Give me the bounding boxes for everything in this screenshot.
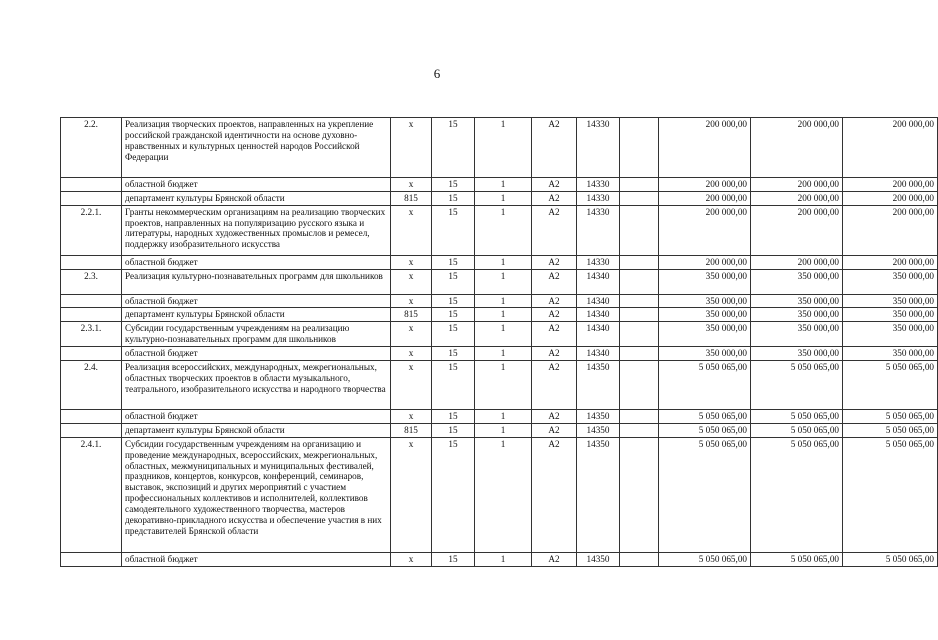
row-target-a: A2 xyxy=(532,269,577,294)
row-target-b: 14330 xyxy=(577,205,620,255)
row-target-b: 14340 xyxy=(577,347,620,361)
row-admin-code: х xyxy=(391,178,432,192)
row-description: областной бюджет xyxy=(122,347,391,361)
row-expense-type xyxy=(620,294,659,308)
row-target-a: A2 xyxy=(532,322,577,347)
row-expense-type xyxy=(620,361,659,410)
row-subsection: 1 xyxy=(475,191,532,205)
row-code: 2.4.1. xyxy=(61,437,122,552)
row-amount-year-1: 200 000,00 xyxy=(659,255,751,269)
row-amount-year-1: 5 050 065,00 xyxy=(659,552,751,566)
row-amount-year-2: 5 050 065,00 xyxy=(751,552,843,566)
row-admin-code: х xyxy=(391,552,432,566)
row-target-a: A2 xyxy=(532,361,577,410)
row-target-b: 14340 xyxy=(577,269,620,294)
row-amount-year-3: 5 050 065,00 xyxy=(843,361,938,410)
row-expense-type xyxy=(620,191,659,205)
row-code xyxy=(61,347,122,361)
table-row xyxy=(61,322,938,347)
row-target-a: A2 xyxy=(532,552,577,566)
row-amount-year-2: 350 000,00 xyxy=(751,308,843,322)
table-row xyxy=(61,269,938,294)
row-expense-type xyxy=(620,410,659,424)
row-amount-year-3: 5 050 065,00 xyxy=(843,552,938,566)
table-row xyxy=(61,552,938,566)
row-admin-code: х xyxy=(391,118,432,178)
table-row xyxy=(61,294,938,308)
row-target-a: A2 xyxy=(532,294,577,308)
row-section: 15 xyxy=(432,361,475,410)
row-subsection: 1 xyxy=(475,347,532,361)
row-target-a: A2 xyxy=(532,347,577,361)
row-target-a: A2 xyxy=(532,308,577,322)
row-target-b: 14330 xyxy=(577,178,620,192)
row-section: 15 xyxy=(432,255,475,269)
row-subsection: 1 xyxy=(475,410,532,424)
row-target-a: A2 xyxy=(532,424,577,438)
row-amount-year-2: 350 000,00 xyxy=(751,322,843,347)
row-amount-year-1: 5 050 065,00 xyxy=(659,437,751,552)
row-section: 15 xyxy=(432,178,475,192)
row-amount-year-2: 5 050 065,00 xyxy=(751,437,843,552)
row-target-a: A2 xyxy=(532,410,577,424)
row-target-b: 14350 xyxy=(577,437,620,552)
row-amount-year-2: 200 000,00 xyxy=(751,191,843,205)
row-amount-year-3: 200 000,00 xyxy=(843,118,938,178)
row-subsection: 1 xyxy=(475,308,532,322)
row-amount-year-3: 350 000,00 xyxy=(843,308,938,322)
row-target-b: 14340 xyxy=(577,322,620,347)
row-admin-code: 815 xyxy=(391,424,432,438)
row-amount-year-2: 350 000,00 xyxy=(751,269,843,294)
table-row xyxy=(61,410,938,424)
row-section: 15 xyxy=(432,205,475,255)
row-target-a: A2 xyxy=(532,178,577,192)
row-code xyxy=(61,410,122,424)
page-number: 6 xyxy=(433,66,441,81)
row-code xyxy=(61,191,122,205)
row-admin-code: х xyxy=(391,322,432,347)
row-amount-year-3: 5 050 065,00 xyxy=(843,437,938,552)
row-code: 2.3. xyxy=(61,269,122,294)
row-subsection: 1 xyxy=(475,322,532,347)
row-description: Гранты некоммерческим организациям на реализацию творческих проектов, направленных на популяризацию русского языка и литературы, народных художественных промыслов и ремесел, поддержку изобразительного искусства xyxy=(122,205,391,255)
row-amount-year-2: 200 000,00 xyxy=(751,118,843,178)
table-row xyxy=(61,191,938,205)
row-section: 15 xyxy=(432,347,475,361)
row-code xyxy=(61,255,122,269)
row-amount-year-1: 350 000,00 xyxy=(659,308,751,322)
row-code: 2.2. xyxy=(61,118,122,178)
table-row xyxy=(61,178,938,192)
row-section: 15 xyxy=(432,437,475,552)
row-target-b: 14340 xyxy=(577,294,620,308)
row-amount-year-2: 5 050 065,00 xyxy=(751,424,843,438)
row-description: Субсидии государственным учреждениям на организацию и проведение международных, всероссийских, межрегиональных, областных, межмуниципальных и муниципальных фестивалей, праздников, концертов, конкурсов, конференций, семинаров, выставок, экспозиций и других мероприятий с участием профессиональных коллективов и исполнителей, коллективов самодеятельного художественного творчества, мастеров декоративно-прикладного искусства и обеспечение участия в них представителей Брянской области xyxy=(122,437,391,552)
row-amount-year-2: 200 000,00 xyxy=(751,255,843,269)
row-target-a: A2 xyxy=(532,205,577,255)
row-amount-year-3: 200 000,00 xyxy=(843,205,938,255)
table-body xyxy=(61,118,938,567)
row-target-b: 14330 xyxy=(577,255,620,269)
row-amount-year-3: 350 000,00 xyxy=(843,322,938,347)
row-section: 15 xyxy=(432,269,475,294)
row-admin-code: х xyxy=(391,347,432,361)
row-amount-year-1: 200 000,00 xyxy=(659,118,751,178)
row-section: 15 xyxy=(432,424,475,438)
row-admin-code: 815 xyxy=(391,191,432,205)
row-expense-type xyxy=(620,205,659,255)
row-subsection: 1 xyxy=(475,424,532,438)
row-expense-type xyxy=(620,308,659,322)
row-target-b: 14350 xyxy=(577,552,620,566)
row-subsection: 1 xyxy=(475,178,532,192)
row-expense-type xyxy=(620,424,659,438)
row-section: 15 xyxy=(432,308,475,322)
row-amount-year-3: 200 000,00 xyxy=(843,191,938,205)
row-expense-type xyxy=(620,347,659,361)
row-code: 2.3.1. xyxy=(61,322,122,347)
row-amount-year-2: 200 000,00 xyxy=(751,205,843,255)
row-target-a: A2 xyxy=(532,118,577,178)
row-expense-type xyxy=(620,118,659,178)
row-code xyxy=(61,552,122,566)
row-section: 15 xyxy=(432,191,475,205)
row-target-b: 14340 xyxy=(577,308,620,322)
table-row xyxy=(61,255,938,269)
row-subsection: 1 xyxy=(475,255,532,269)
row-expense-type xyxy=(620,255,659,269)
table-row xyxy=(61,205,938,255)
row-section: 15 xyxy=(432,294,475,308)
row-subsection: 1 xyxy=(475,294,532,308)
row-target-a: A2 xyxy=(532,191,577,205)
row-subsection: 1 xyxy=(475,552,532,566)
row-target-b: 14350 xyxy=(577,424,620,438)
row-amount-year-3: 350 000,00 xyxy=(843,269,938,294)
row-target-a: A2 xyxy=(532,255,577,269)
row-amount-year-2: 5 050 065,00 xyxy=(751,361,843,410)
row-admin-code: х xyxy=(391,410,432,424)
row-code xyxy=(61,424,122,438)
row-code xyxy=(61,178,122,192)
row-amount-year-1: 200 000,00 xyxy=(659,205,751,255)
row-amount-year-1: 5 050 065,00 xyxy=(659,424,751,438)
row-description: областной бюджет xyxy=(122,294,391,308)
row-amount-year-2: 5 050 065,00 xyxy=(751,410,843,424)
row-description: Реализация культурно-познавательных программ для школьников xyxy=(122,269,391,294)
row-code: 2.2.1. xyxy=(61,205,122,255)
row-expense-type xyxy=(620,269,659,294)
row-code xyxy=(61,308,122,322)
row-admin-code: х xyxy=(391,205,432,255)
row-target-b: 14350 xyxy=(577,361,620,410)
table-row xyxy=(61,308,938,322)
row-amount-year-3: 350 000,00 xyxy=(843,347,938,361)
table-row xyxy=(61,424,938,438)
row-code: 2.4. xyxy=(61,361,122,410)
row-amount-year-1: 200 000,00 xyxy=(659,191,751,205)
row-subsection: 1 xyxy=(475,437,532,552)
row-section: 15 xyxy=(432,322,475,347)
row-expense-type xyxy=(620,552,659,566)
row-description: департамент культуры Брянской области xyxy=(122,424,391,438)
row-expense-type xyxy=(620,437,659,552)
row-section: 15 xyxy=(432,552,475,566)
row-amount-year-3: 200 000,00 xyxy=(843,178,938,192)
row-description: областной бюджет xyxy=(122,410,391,424)
row-target-b: 14330 xyxy=(577,118,620,178)
row-expense-type xyxy=(620,322,659,347)
row-code xyxy=(61,294,122,308)
row-description: областной бюджет xyxy=(122,178,391,192)
row-target-b: 14330 xyxy=(577,191,620,205)
row-subsection: 1 xyxy=(475,205,532,255)
row-amount-year-2: 350 000,00 xyxy=(751,347,843,361)
row-amount-year-1: 350 000,00 xyxy=(659,322,751,347)
row-subsection: 1 xyxy=(475,269,532,294)
table-row xyxy=(61,347,938,361)
row-description: областной бюджет xyxy=(122,255,391,269)
row-amount-year-3: 5 050 065,00 xyxy=(843,424,938,438)
row-description: Субсидии государственным учреждениям на реализацию культурно-познавательных программ для школьников xyxy=(122,322,391,347)
row-amount-year-1: 350 000,00 xyxy=(659,347,751,361)
row-admin-code: х xyxy=(391,255,432,269)
row-amount-year-2: 200 000,00 xyxy=(751,178,843,192)
row-subsection: 1 xyxy=(475,118,532,178)
row-expense-type xyxy=(620,178,659,192)
row-description: областной бюджет xyxy=(122,552,391,566)
row-admin-code: х xyxy=(391,361,432,410)
row-subsection: 1 xyxy=(475,361,532,410)
row-section: 15 xyxy=(432,118,475,178)
row-admin-code: х xyxy=(391,269,432,294)
row-amount-year-1: 5 050 065,00 xyxy=(659,410,751,424)
row-amount-year-2: 350 000,00 xyxy=(751,294,843,308)
row-admin-code: х xyxy=(391,294,432,308)
row-admin-code: 815 xyxy=(391,308,432,322)
row-amount-year-1: 350 000,00 xyxy=(659,269,751,294)
row-amount-year-3: 350 000,00 xyxy=(843,294,938,308)
row-description: Реализация всероссийских, международных, межрегиональных, областных творческих проектов в области музыкального, театрального, изобразительного искусства и народного творчества xyxy=(122,361,391,410)
row-amount-year-1: 350 000,00 xyxy=(659,294,751,308)
row-target-b: 14350 xyxy=(577,410,620,424)
row-target-a: A2 xyxy=(532,437,577,552)
row-description: департамент культуры Брянской области xyxy=(122,191,391,205)
row-amount-year-3: 200 000,00 xyxy=(843,255,938,269)
table-row xyxy=(61,361,938,410)
table-row xyxy=(61,118,938,178)
row-section: 15 xyxy=(432,410,475,424)
row-description: департамент культуры Брянской области xyxy=(122,308,391,322)
row-amount-year-1: 200 000,00 xyxy=(659,178,751,192)
table-row xyxy=(61,437,938,552)
row-amount-year-1: 5 050 065,00 xyxy=(659,361,751,410)
row-admin-code: х xyxy=(391,437,432,552)
row-amount-year-3: 5 050 065,00 xyxy=(843,410,938,424)
row-description: Реализация творческих проектов, направленных на укрепление российской гражданской идентичности на основе духовно-нравственных и культурных ценностей народов Российской Федерации xyxy=(122,118,391,178)
budget-table xyxy=(60,117,938,567)
